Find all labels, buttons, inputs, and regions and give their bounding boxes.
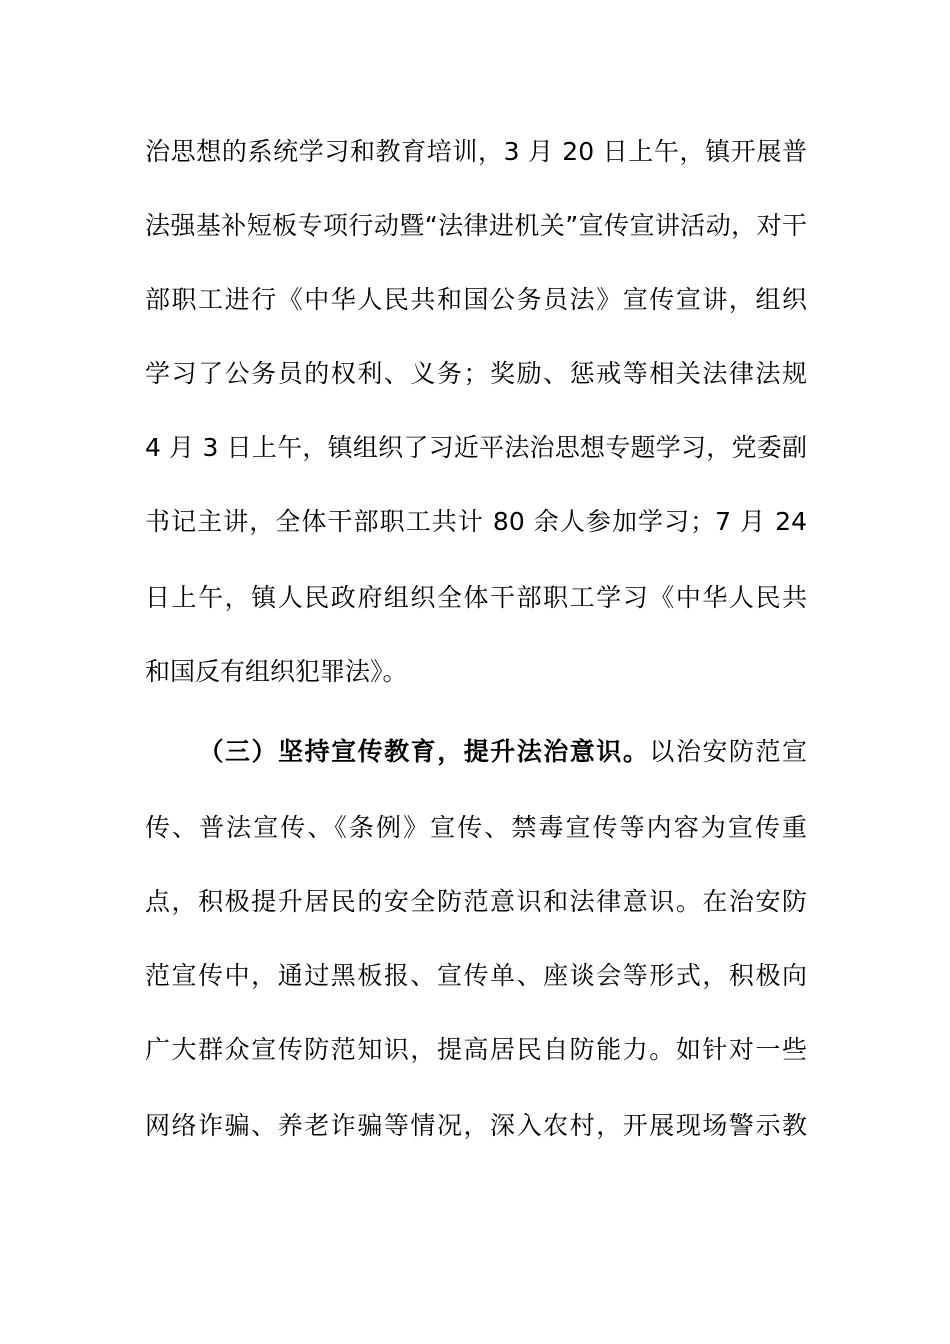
text-line: 点，积极提升居民的安全防范意识和法律意识。在治安防 [145,887,807,916]
text-line: 传、普法宣传、《条例》宣传、禁毒宣传等内容为宣传重 [145,813,807,842]
text-line: 和国反有组织犯罪法》。 [145,657,408,686]
text-line: 法强基补短板专项行动暨“法律进机关”宣传宣讲活动，对干 [145,211,807,240]
text-line: 学习了公务员的权利、义务；奖励、惩戒等相关法律法规 [145,359,807,388]
text-line: 治思想的系统学习和教育培训，3 月 20 日上午，镇开展普 [145,137,807,166]
section-heading: （三）坚持宣传教育，提升法治意识。 [197,737,650,766]
text-line: 范宣传中，通过黑板报、宣传单、座谈会等形式，积极向 [145,961,807,990]
section-heading-line [145,730,807,774]
text-line: 网络诈骗、养老诈骗等情况，深入农村，开展现场警示教 [145,1111,807,1140]
text-line: 广大群众宣传防范知识，提高居民自防能力。如针对一些 [145,1035,807,1064]
text-line: 部职工进行《中华人民共和国公务员法》宣传宣讲，组织 [145,285,807,314]
text-line: 书记主讲，全体干部职工共计 80 余人参加学习；7 月 24 [145,507,807,536]
section-heading-rest: 以治安防范宣 [649,737,807,766]
text-line: 日上午，镇人民政府组织全体干部职工学习《中华人民共 [145,583,807,612]
text-line: 4 月 3 日上午，镇组织了习近平法治思想专题学习，党委副 [145,433,807,462]
